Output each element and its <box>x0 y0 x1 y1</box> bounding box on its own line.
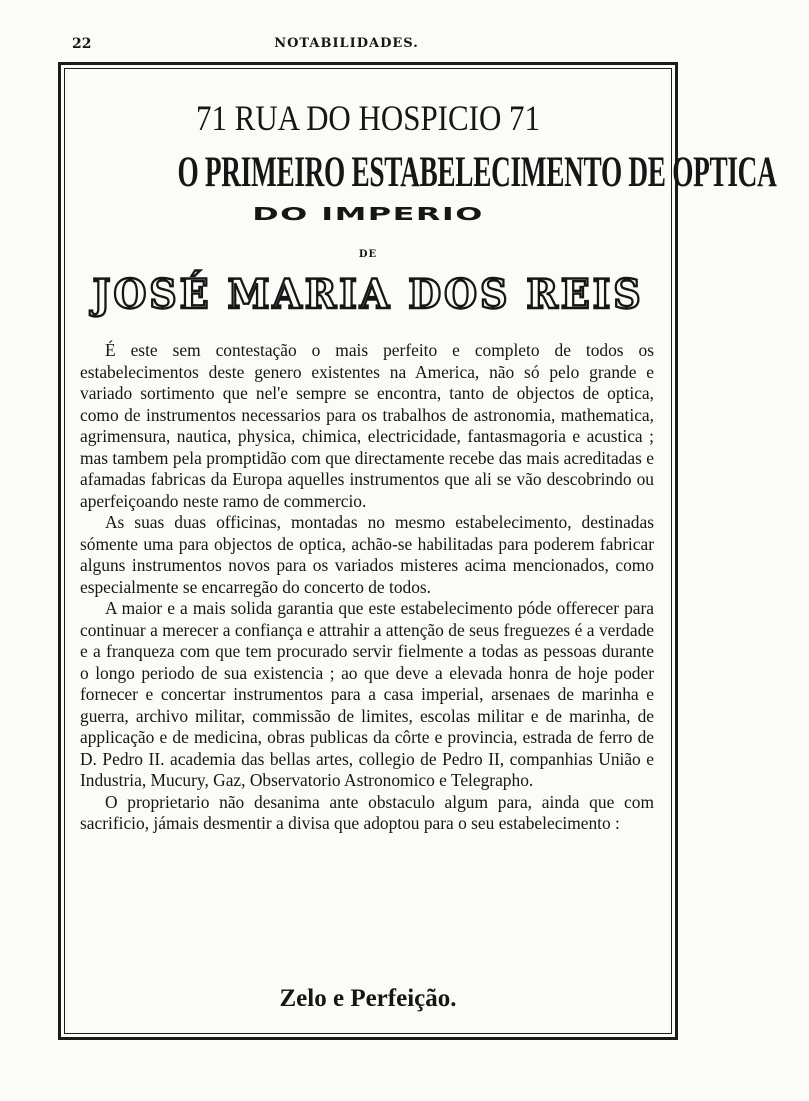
empire-line: DO IMPERIO <box>252 204 484 225</box>
running-head <box>0 36 693 54</box>
motto: Zelo e Perfeição. <box>279 985 457 1012</box>
de-line: DE <box>358 249 378 260</box>
advert-body <box>80 340 654 835</box>
paragraph-description: É este sem contestação o mais perfeito e completo de todos os estabelecimentos deste genero existentes na America, não só pelo grande e variado sortimento que nel'e sempre se encontra, tanto de objectos de optica, como de instrumentos necessarios para os trabalhos de astronomia, mathematica, agrimensura, nautica, physica, chimica, electricidade, fantasmagoria e acustica ; mas tambem pela promptidão com que directamente recebe das mais acreditadas e afamadas fabricas da Europa aquelles instrumentos que ali se vão descobrindo ou aperfeiçoando neste ramo de commercio. <box>80 340 654 511</box>
running-title: NOTABILIDADES. <box>274 36 419 51</box>
page-number: 22 <box>72 36 92 52</box>
paragraph-workshops: As suas duas officinas, montadas no mesmo estabelecimento, destinadas sómente uma para objectos de optica, achão-se habilitadas para poderem fabricar alguns instrumentos novos para os variados misteres acima mencionados, como especialmente se encarregão do concerto de todos. <box>80 512 654 597</box>
paragraph-guarantee: A maior e a mais solida garantia que este estabelecimento póde offerecer para continuar a merecer a confiança e attrahir a attenção de seus freguezes é a verdade e a franqueza com que tem procurado servir fielmente a todas as pessoas durante o longo periodo de sua existencia ; ao que deve a elevada honra de hoje poder fornecer e concertar instrumentos para a casa imperial, arsenaes de marinha e guerra, archivo militar, commissão de limites, escolas militar e de marinha, de applicação e de medicina, obras publicas da côrte e provincia, estrada de ferro de D. Pedro II. academia das bellas artes, collegio de Pedro II, companhias União e Industria, Mucury, Gaz, Observatorio Astronomico e Telegrapho. <box>80 598 654 790</box>
proprietor-name: JOSÉ MARIA DOS REIS <box>92 271 644 318</box>
paragraph-motto-intro: O proprietario não desanima ante obstaculo algum para, ainda que com sacrificio, jámais desmentir a divisa que adoptou para o seu estabelecimento : <box>80 791 654 833</box>
address-line: 71 RUA DO HOSPICIO 71 <box>195 98 541 138</box>
advert-headline: O PRIMEIRO ESTABELECIMENTO DE OPTICA <box>177 149 777 196</box>
